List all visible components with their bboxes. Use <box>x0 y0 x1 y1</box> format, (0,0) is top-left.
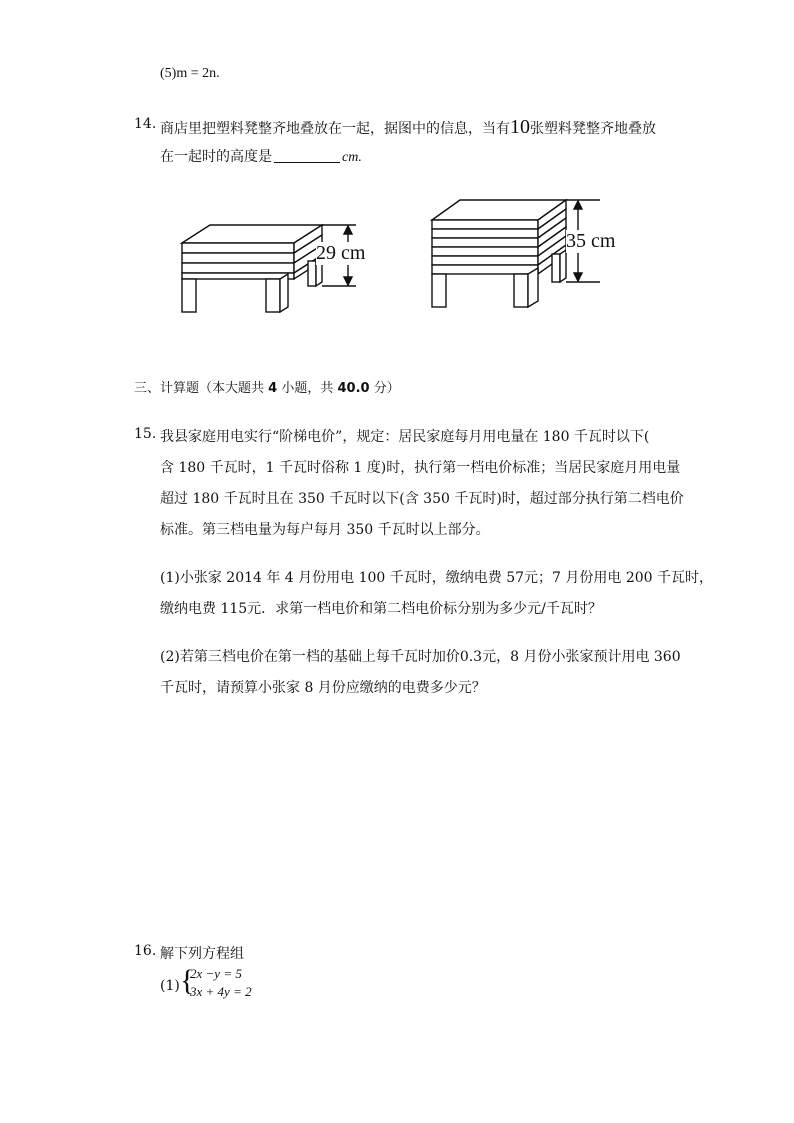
section-title-c: 分） <box>373 381 400 396</box>
q15-line-2: 含 180 千瓦时，1 千瓦时俗称 1 度)时，执行第一档电价标准；当居民家庭月用电量 <box>160 460 681 476</box>
q15-sub2-line-1: (2)若第三档电价在第一档的基础上每千瓦时加价0.3元，8 月份小张家预计用电 360 <box>160 649 681 665</box>
equation-system-brace: { <box>180 964 195 997</box>
right-height-label: 35 cm <box>566 230 616 252</box>
equation-1: 2x −y = 5 <box>190 966 242 981</box>
section-title-b: 小题，共 <box>281 381 334 396</box>
q16-sub1-label: (1) <box>160 978 180 994</box>
q14-unit: cm. <box>342 150 362 165</box>
q15-sub1-line-1: (1)小张家 2014 年 4 月份用电 100 千瓦时，缴纳电费 57元；7 月份用电 200 千瓦时， <box>160 570 714 586</box>
q15-number: 15. <box>134 426 157 442</box>
q15-sub1-line-2: 缴纳电费 115元．求第一档电价和第二档电价标分别为多少元/千瓦时？ <box>160 601 602 617</box>
stools-figure <box>170 190 640 320</box>
section-3-title <box>134 377 400 396</box>
q14-line1 <box>160 116 656 139</box>
q14-line2-a: 在一起时的高度是 <box>160 149 272 165</box>
item5-text: (5)m = 2n. <box>160 66 220 81</box>
q16-title: 解下列方程组 <box>160 946 244 962</box>
q14-count: 10 <box>510 116 530 138</box>
q16-number: 16. <box>134 943 157 959</box>
left-stool-drawing <box>182 225 356 312</box>
q14-number: 14. <box>134 116 157 132</box>
q14-line1-b: 张塑料凳整齐地叠放 <box>530 121 656 137</box>
q14-line1-a: 商店里把塑料凳整齐地叠放在一起，据图中的信息，当有 <box>160 121 510 137</box>
section-question-count: 4 <box>268 381 278 396</box>
right-stool-drawing <box>432 200 600 307</box>
q15-sub2-line-2: 千瓦时，请预算小张家 8 月份应缴纳的电费多少元？ <box>160 680 486 696</box>
q15-line-4: 标准。第三档电量为每户每月 350 千瓦时以上部分。 <box>160 522 490 538</box>
q14-line2 <box>160 146 362 166</box>
answer-blank[interactable] <box>274 148 340 163</box>
section-score: 40.0 <box>337 381 370 396</box>
left-height-label: 29 cm <box>316 242 366 264</box>
section-title-a: 三、计算题（本大题共 <box>134 381 265 396</box>
q15-line-1: 我县家庭用电实行“阶梯电价”，规定：居民家庭每月用电量在 180 千瓦时以下( <box>160 429 650 445</box>
q15-line-3: 超过 180 千瓦时且在 350 千瓦时以下(含 350 千瓦时)时，超过部分执行第二档电价 <box>160 491 684 507</box>
equation-2: 3x + 4y = 2 <box>190 984 252 999</box>
